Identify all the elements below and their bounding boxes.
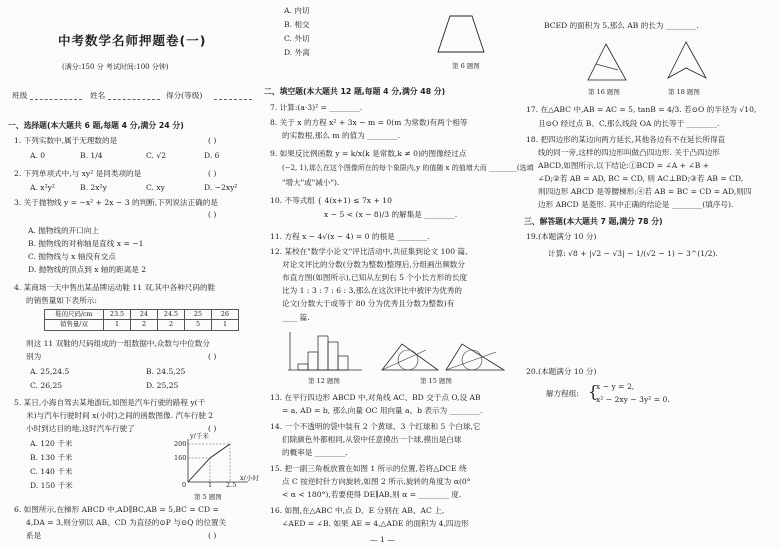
question-5: 5. 某日,小海自驾去某地游玩,如图是汽车行驶的路程 y(千 — [14, 398, 206, 407]
question-13: 13. 在平行四边形 ABCD 中,对角线 AC、BD 交于点 O,设 AB — [270, 393, 481, 402]
question-8-line2: 的实数根,那么 m 的值为 ________. — [282, 131, 400, 140]
figure-6-trapezoid — [432, 10, 492, 58]
table-row — [45, 310, 239, 320]
question-3: 3. 关于抛物线 y = −x² + 2x − 3 的判断,下列说法正确的是 — [14, 198, 218, 207]
option-c: C. 26,25 — [30, 381, 63, 390]
figure-5-x-label: x/小时 — [240, 474, 259, 482]
figure-16-caption: 第 16 题图 — [588, 88, 620, 96]
question-5-line2: 米)与汽车行驶时间 x(小时)之间的函数图像. 汽车行驶 2 — [26, 411, 214, 420]
question-2: 2. 下列单项式中,与 xy² 是同类项的是 — [14, 169, 142, 178]
option-c: C. √2 — [146, 151, 167, 160]
option-a: A. 25,24.5 — [30, 367, 70, 376]
answer-paren: ( ) — [208, 531, 217, 540]
name-blank — [108, 99, 160, 100]
table-cell: 1 — [104, 320, 131, 330]
question-16-line3: BCED 的面积为 5,那么 AB 的长为 ________. — [544, 21, 699, 30]
figure-12-caption: 第 12 题图 — [308, 377, 340, 385]
table-cell: 25 — [185, 310, 212, 320]
answer-paren: ( ) — [208, 136, 217, 145]
figure-5-tick: 200 — [174, 440, 187, 448]
question-7: 7. 计算:(a·3)² = ________. — [270, 103, 363, 112]
table-cell: 销售量/双 — [45, 320, 104, 330]
option-b: B. 2x²y — [80, 183, 107, 192]
question-4: 4. 某商场一天中售出某品牌运动鞋 11 双,其中各种尺码的鞋 — [14, 283, 216, 292]
figure-16-triangle — [584, 40, 630, 84]
question-12-line4: 比为 1 : 3 : 7 : 6 : 3,那么在这次评比中被评为优秀的 — [282, 286, 463, 295]
table-cell: 26 — [212, 310, 239, 320]
page-title: 中考数学名师押题卷(一) — [58, 33, 207, 48]
question-18-line3: ABCD,如图所示,以下结论:①BCD = ∠A + ∠B + — [538, 161, 710, 170]
option-a: A. 内切 — [284, 6, 310, 15]
question-8: 8. 关于 x 的方程 x² + 3x − m = 0(m 为常数)有两个相等 — [270, 118, 468, 127]
answer-paren: ( ) — [208, 424, 217, 433]
table-cell: 1 — [212, 320, 239, 330]
question-18-line6: 边形 ABCD 是菱形. 其中正确的结论是 ________(填序号). — [538, 200, 734, 209]
name-label: 姓名 — [90, 91, 106, 100]
score-label: 得分(等级) — [166, 91, 203, 100]
figure-5-tick: 2.5 — [226, 481, 237, 489]
question-16: 16. 如图,在△ABC 中,点 D、E 分别在 AB、AC 上, — [270, 506, 445, 515]
question-18-line5: 则四边形 ABCD 是等腰梯形;④若 AB = BC = CD = AD,则四 — [538, 187, 752, 196]
option-d: D. 外离 — [284, 48, 310, 57]
question-12-line6: ____ 篇. — [282, 313, 310, 322]
option-c: C. 140 千米 — [30, 467, 73, 476]
class-label: 班级 — [12, 91, 28, 100]
table-cell: 24.5 — [158, 310, 185, 320]
question-9-line2: (−2, 1),那么在这个图像所在的每个象限内,y 的值随 x 的值增大而 ________(选填 — [282, 164, 534, 172]
question-4-line2: 的销售量如下表所示: — [26, 296, 97, 305]
question-18: 18. 把四边形的某边向两方延长,其他各边有不在延长所得直 — [526, 135, 726, 144]
question-14-line2: 们除颜色外都相同,从袋中任意摸出一个球,摸出是白球 — [282, 435, 462, 444]
page-number: — 1 — — [370, 535, 395, 544]
figure-5-y-label: y/千米 — [190, 432, 209, 440]
option-d: D. −2xy² — [204, 183, 238, 192]
question-12-line3: 布直方图(如图所示),已知从左到右 5 个小长方形的长度 — [282, 273, 468, 282]
question-10-line2: x − 5 < (x − 8)/3 的解集是 ________. — [324, 210, 458, 219]
question-17-line2: 且⊙O 经过点 B、C,那么线段 OA 的长等于 ________. — [538, 119, 720, 128]
option-d: D. 25,25 — [146, 381, 179, 390]
question-4-line4: 别为 — [26, 352, 42, 361]
figure-18-quadrilateral — [664, 38, 710, 84]
question-20-header: 20.(本题满分 10 分) — [526, 367, 597, 376]
question-9-line3: "增大"或"减小"). — [282, 178, 340, 187]
question-12-line2: 对论文评比的分数(分数为整数)整理后,分组画出频数分 — [282, 260, 465, 269]
answer-paren: ( ) — [208, 169, 217, 178]
option-d: D. 6 — [204, 151, 220, 160]
figure-6-caption: 第 6 题图 — [452, 62, 480, 70]
score-blank — [214, 99, 252, 100]
table-row — [45, 320, 239, 330]
question-6-line2: 4,DA = 3,则分别以 AB、CD 为直径的⊙P 与⊙Q 的位置关 — [26, 518, 227, 527]
question-1: 1. 下列实数中,属于无理数的是 — [14, 136, 118, 145]
shoe-size-table — [44, 309, 239, 331]
question-6-line3: 系是 — [26, 531, 42, 540]
section-three-heading: 三、解答题(本大题共 7 题,满分 78 分) — [524, 217, 663, 226]
option-d: D. 抛物线的顶点到 x 轴的距离是 2 — [28, 265, 147, 274]
question-9: 9. 如果反比例函数 y = k/x(k 是常数,k ≠ 0)的图像经过点 — [270, 149, 467, 158]
table-cell: 2 — [158, 320, 185, 330]
table-cell: 5 — [185, 320, 212, 330]
question-14: 14. 一个不透明的袋中装有 2 个黄球、3 个红球和 5 个白球,它 — [270, 422, 481, 431]
question-18-line2: 线的同一旁,这样的四边形叫做凸四边形. 关于凸四边形 — [538, 148, 720, 157]
answer-paren: ( ) — [208, 352, 217, 361]
question-15: 15. 把一副三角板放置在如图 1 所示的位置,若将△DCE 绕 — [270, 464, 467, 473]
question-13-line2: = a, AD = b, 那么向量 OC 用向量 a、b 表示为 ________. — [282, 406, 483, 415]
question-12-line5: 论文(分数大于或等于 80 分为优秀且分数为整数)有 — [282, 299, 455, 308]
option-d: D. 150 千米 — [30, 481, 73, 490]
column-three — [524, 0, 774, 548]
section-two-heading: 二、填空题(本大题共 12 题,每题 4 分,满分 48 分) — [264, 87, 446, 96]
question-20-equation-1: x − y = 2, — [596, 382, 635, 391]
brace-icon: { — [588, 382, 599, 401]
question-6: 6. 如图所示,在梯形 ABCD 中,AD∥BC,AB = 5,BC = CD = — [14, 505, 219, 514]
class-blank — [30, 99, 82, 100]
column-one — [6, 0, 259, 548]
table-cell: 23.5 — [104, 310, 131, 320]
figure-5-tick: 1 — [208, 481, 213, 489]
option-b: B. 130 千米 — [30, 453, 73, 462]
column-two — [262, 0, 534, 548]
table-cell: 鞋的尺码/cm — [45, 310, 104, 320]
question-19-header: 19.(本题满分 10 分) — [526, 232, 597, 241]
figure-5-tick: 160 — [174, 454, 187, 462]
answer-paren: ( ) — [208, 210, 217, 219]
option-b: B. 相交 — [284, 20, 310, 29]
question-20-equation-2: x² − 2xy − 3y² = 0. — [596, 395, 670, 404]
question-11: 11. 方程 x − 4√(x − 4) = 0 的根是 ________. — [270, 232, 430, 241]
table-cell: 2 — [131, 320, 158, 330]
question-20-label: 解方程组: — [546, 389, 579, 398]
question-19-expression: 计算: √8 + |√2 − √3| − 1/(√2 − 1) − 3^(1/2). — [548, 249, 718, 258]
question-17: 17. 在△ABC 中,AB = AC = 5, tanB = 4/3. 若⊙O 的半径为 √10, — [526, 105, 757, 114]
question-4-line3: 则这 11 双鞋的尺码组成的一组数据中,众数与中位数分 — [26, 339, 210, 348]
question-10: 10. 不等式组 { 4(x+1) ≤ 7x + 10 — [270, 196, 392, 205]
figure-12-histogram — [284, 330, 364, 374]
option-b: B. 24.5,25 — [146, 367, 186, 376]
option-b: B. 1/4 — [80, 151, 103, 160]
figure-5-caption: 第 5 题图 — [194, 493, 222, 501]
question-15-line2: 点 C 按逆时针方向旋转,如图 2 所示,旋转的角度为 α(0° — [282, 477, 471, 486]
question-12: 12. 某校在"数学小论文"评比活动中,共征集到论文 100 篇, — [270, 247, 468, 256]
question-15-line3: < α < 180°),若要使得 DE∥AB,则 α = ________ 度. — [282, 490, 462, 499]
table-cell: 24 — [131, 310, 158, 320]
question-14-line3: 的概率是 ________. — [282, 448, 348, 457]
figure-15-triangles — [378, 340, 508, 374]
option-a: A. 120 千米 — [30, 439, 73, 448]
figure-5-tick: 0 — [182, 481, 187, 489]
option-b: B. 抛物线的对称轴是直线 x = −1 — [28, 239, 144, 248]
question-18-line4: ∠D;②若 AB = AD, BC = CD, 则 AC⊥BD;③若 AB = CD, — [538, 174, 744, 183]
option-c: C. 外切 — [284, 34, 310, 43]
option-a: A. x²y² — [30, 183, 55, 192]
exam-subtitle: (满分:150 分 考试时间:100 分钟) — [62, 63, 169, 71]
section-one-heading: 一、选择题(本大题共 6 题,每题 4 分,满分 24 分) — [8, 121, 184, 130]
option-c: C. 抛物线与 x 轴没有交点 — [28, 252, 116, 261]
figure-18-caption: 第 18 题图 — [668, 88, 700, 96]
option-a: A. 0 — [30, 151, 46, 160]
figure-15-caption: 第 15 题图 — [420, 377, 452, 385]
option-c: C. xy — [146, 183, 165, 192]
option-a: A. 抛物线的开口向上 — [28, 226, 100, 235]
question-5-line3: 小时到达目的地,这时汽车行驶了 — [26, 424, 135, 433]
question-16-line2: ∠AED = ∠B. 如果 AE = 4,△ADE 的面积为 4,四边形 — [282, 519, 469, 528]
